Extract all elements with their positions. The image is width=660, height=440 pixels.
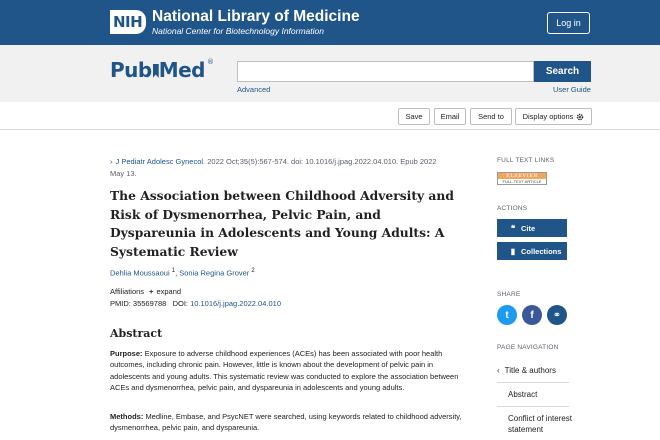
doi-label: DOI: <box>172 299 188 308</box>
methods-label: Methods: <box>110 412 144 421</box>
author-link[interactable]: Sonia Regina Grover <box>179 268 250 278</box>
nav-abstract[interactable]: Abstract <box>508 390 538 399</box>
facebook-icon[interactable]: f <box>522 305 542 325</box>
author-link[interactable]: Dehlia Moussaoui <box>110 268 170 278</box>
actions-label: ACTIONS <box>497 205 528 212</box>
methods-text: Medline, Embase, and PsycNET were searched, using keywords related to childhood adversity, dysmenorrhea, pelvic pain, and dyspareunia. <box>110 412 462 433</box>
elsevier-full-text-link[interactable] <box>497 172 547 185</box>
nav-divider <box>497 382 569 383</box>
nlm-title[interactable]: National Library of Medicine <box>152 8 360 25</box>
bookmark-icon <box>153 64 159 78</box>
plus-icon[interactable]: + <box>149 287 154 296</box>
bookmark-icon: ▮ <box>510 246 516 256</box>
twitter-icon[interactable]: t <box>497 305 517 325</box>
author-separator: , <box>175 268 178 278</box>
gear-icon <box>576 113 584 121</box>
affiliations-row <box>110 287 181 296</box>
ncbi-subtitle: National Center for Biotechnology Information <box>152 26 324 36</box>
collections-button[interactable] <box>497 242 567 260</box>
journal-link[interactable]: J Pediatr Adolesc Gynecol. <box>115 157 206 166</box>
nih-logo[interactable]: NIH <box>110 10 146 34</box>
elsevier-full-text-label: FULL-TEXT ARTICLE <box>502 179 542 184</box>
article-title: The Association between Childhood Adversity and Risk of Dysmenorrhea, Pelvic Pain, and Dyspareunia in Adolescents and Young Adults: A Systematic Review <box>110 188 454 259</box>
save-button[interactable]: Save <box>398 108 430 125</box>
article-identifiers <box>110 299 281 308</box>
chevron-right-icon[interactable]: › <box>110 157 113 166</box>
nav-divider <box>497 406 569 407</box>
nav-title-authors[interactable] <box>497 366 556 375</box>
abstract-purpose <box>110 348 470 394</box>
elsevier-logo-text: ELSEVIER <box>498 173 546 179</box>
quote-icon: ❝ <box>510 223 516 233</box>
chevron-left-icon: ‹ <box>497 366 500 375</box>
nav-conflict-of-interest[interactable]: Conflict of interest statement <box>508 414 573 434</box>
search-button[interactable]: Search <box>534 61 591 82</box>
pubmed-logo[interactable] <box>110 58 214 82</box>
display-options-button[interactable] <box>515 108 592 125</box>
cite-label: Cite <box>521 223 536 233</box>
advanced-search-link[interactable]: Advanced <box>237 85 271 94</box>
expand-toggle[interactable]: expand <box>156 287 182 296</box>
nav-title-authors-label: Title & authors <box>504 366 556 375</box>
registered-mark: ® <box>207 58 214 66</box>
share-label: SHARE <box>497 291 521 298</box>
citation-details: 2022 Oct;35(5):567-574. doi: 10.1016/j.jpag.2022.04.010. Epub 2022 May 13. <box>110 157 437 178</box>
full-text-links-label: FULL TEXT LINKS <box>497 157 555 164</box>
pmid: PMID: 35569788 <box>110 299 167 308</box>
pubmed-logo-suffix: Med <box>158 58 206 82</box>
search-input[interactable] <box>237 61 534 82</box>
affiliations-label: Affiliations <box>110 287 145 296</box>
link-icon[interactable]: ⚭ <box>547 305 567 325</box>
page-navigation-label: PAGE NAVIGATION <box>497 344 559 351</box>
send-to-button[interactable]: Send to <box>470 108 512 125</box>
cite-button[interactable] <box>497 219 567 237</box>
abstract-methods <box>110 411 470 434</box>
purpose-label: Purpose: <box>110 349 143 358</box>
citation-line <box>110 156 440 180</box>
collections-label: Collections <box>521 246 562 256</box>
author-affiliation-number[interactable]: 1 <box>171 268 176 274</box>
email-button[interactable]: Email <box>434 108 466 125</box>
purpose-text: Exposure to adverse childhood experiences (ACEs) has been associated with poor health outcomes, including chronic pain. However, little is known about the development of pelvic pain in adolescents and young adults. This systematic review was conducted to explore the association between ACEs and dysmenorrhea, pelvic pain, and dyspareunia in adolescents and young adults. <box>110 349 459 393</box>
pubmed-logo-prefix: Pub <box>110 58 152 82</box>
display-options-label: Display options <box>522 112 574 121</box>
user-guide-link[interactable]: User Guide <box>553 85 591 94</box>
doi-link[interactable]: 10.1016/j.jpag.2022.04.010 <box>190 299 281 308</box>
author-affiliation-number[interactable]: 2 <box>251 268 255 274</box>
author-list <box>110 268 255 278</box>
login-button[interactable]: Log in <box>547 12 590 34</box>
abstract-heading: Abstract <box>110 327 163 340</box>
